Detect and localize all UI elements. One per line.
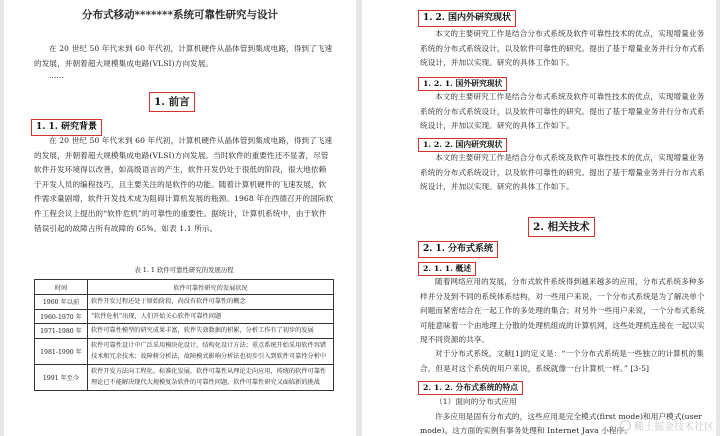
- heading-features: 2. 1. 2. 分布式系统的特点: [418, 381, 523, 395]
- heading-related-tech: 2. 相关技术: [528, 217, 595, 237]
- table-row: 1981-1990 年 软件可靠性设计中广泛采用模块化设计，结构化设计方法；重点系统开始采用软件容错技术和冗余技术；故障树分析法，故障模式影响分析法也初步引入到软件可靠性分析中: [35, 338, 334, 364]
- left-page: [4, 0, 356, 436]
- table-row: 1960-1970 年 “软件危机”出现，人们开始关心软件可靠性问题: [35, 309, 334, 324]
- foreign-paragraph: 本文的主要研究工作是结合分布式系统及软件可靠性技术的优点，实现增量业务系统的分布式系统设计，以及软件可靠性的研究。提出了基于增量业务并行分布式系统设计，并加以实现。研究的具体工作如下。: [420, 92, 705, 131]
- list-item: （1）面向的分布式应用: [435, 397, 517, 406]
- status-paragraph: 本文的主要研究工作是结合分布式系统及软件可靠性技术的优点，实现增量业务系统的分布式系统设计，以及软件可靠性的研究。提出了基于增量业务并行分布式系统设计，并加以实现。研究的具体工作如下。: [420, 29, 705, 68]
- heading-preface: 1. 前言: [149, 92, 195, 112]
- heading-overview: 2. 1. 1. 概述: [418, 262, 476, 276]
- watermark: 稀土掘金技术社区: [620, 418, 714, 433]
- table-header-status: 软件可靠性研究的发展状况: [88, 280, 334, 295]
- intro-paragraph: 在 20 世纪 50 年代末到 60 年代初，计算机硬件从晶体管到集成电路，得到了飞速的发展，并朝着超大规模集成电路(VLSI)方向发展。 ......: [34, 44, 333, 81]
- table-row: 1991 年至今 软件开发方法向工程化、标准化发展，软件可靠性从理论走向应用，传统的软件可靠性理论已不能解决现代大规模复杂软件的可靠性问题，软件可靠性研究又面临新的挑战: [35, 364, 334, 390]
- heading-distributed-system: 2. 1. 分布式系统: [418, 241, 498, 258]
- table-caption: 表 1. 1 软件可靠性研究的发展历程: [134, 266, 234, 274]
- definition-paragraph: 对于分布式系统，文献[1]的定义是：“一个分布式系统是一些独立的计算机的集合，但是对这个系统的用户来说，系统就像一台计算机一样。” [3-5]: [420, 349, 704, 373]
- heading-research-background: 1. 1. 研究背景: [31, 119, 102, 136]
- document-title: 分布式移动*******系统可靠性研究与设计: [82, 9, 278, 21]
- juejin-logo-icon: [620, 420, 631, 431]
- list-item-text: 许多应用是固有分布式的，这些应用是完全模式(first mode)和用户模式(user mode)。这方面的实例有事务处理和 Internet Java 小程序。: [420, 411, 702, 436]
- heading-research-status: 1. 2. 国内外研究现状: [418, 10, 516, 27]
- table-header-time: 时间: [35, 280, 88, 295]
- domestic-paragraph: 本文的主要研究工作是结合分布式系统及软件可靠性技术的优点，实现增量业务系统的分布式系统设计，以及软件可靠性的研究。提出了基于增量业务并行分布式系统设计，并加以实现。研究的具体工作如下。: [420, 153, 705, 192]
- heading-foreign-status: 1. 2. 1. 国外研究现状: [418, 77, 507, 91]
- table-row: 1960 年以前 软件开发过程还处于原始阶段，尚没有软件可靠性的概念: [35, 295, 334, 310]
- table-row: 1971-1980 年 软件可靠性模型的研究成果丰富，软件失效数据的积累，分析工作有了初步的发展: [35, 324, 334, 339]
- overview-paragraph: 随着网络应用的发展，分布式软件系统得到越来越多的应用，分布式系统多种多样并分及到不同的系统体系结构，对一些用户来说，一个分布式系统是为了解决单个问题而紧密结合在一起工作的多处理的集合；对另外一些用户来说，一个分布式系统可能意味着一个由地理上分散的处理机组成的计算机网，这些处理机连接在一起以实现不同资源的共享。: [420, 277, 705, 345]
- ellipsis: ......: [49, 71, 65, 81]
- history-table: [34, 279, 334, 391]
- heading-domestic-status: 1. 2. 2. 国内研究现状: [418, 138, 507, 152]
- background-paragraph: 在 20 世纪 50 年代末到 60 年代初，计算机硬件从晶体管到集成电路，得到了飞速的发展，并朝着超大规模集成电路(VLSI)方向发展。当时软件的重要性还不显著，尽管软件开发环境得以改善，如高级语言的产生，软件开发仍处于很低的阶段，很大地依赖于开发人员的编程技巧，且主要关注的是软件的功能。随着计算机硬件的飞速发展，软件需求量剧增，软件开发技术成为阻碍计算机发展的瓶颈。1968 年在西德召开的国际软件工程会议上提出的“软件危机”的可靠性的重要性。据统计，计算机系统中，由于软件错误引起的故障占所有故障的 65%。如表 1.1 所示。: [34, 136, 334, 233]
- table-header-row: [35, 280, 334, 295]
- right-page: [362, 0, 716, 436]
